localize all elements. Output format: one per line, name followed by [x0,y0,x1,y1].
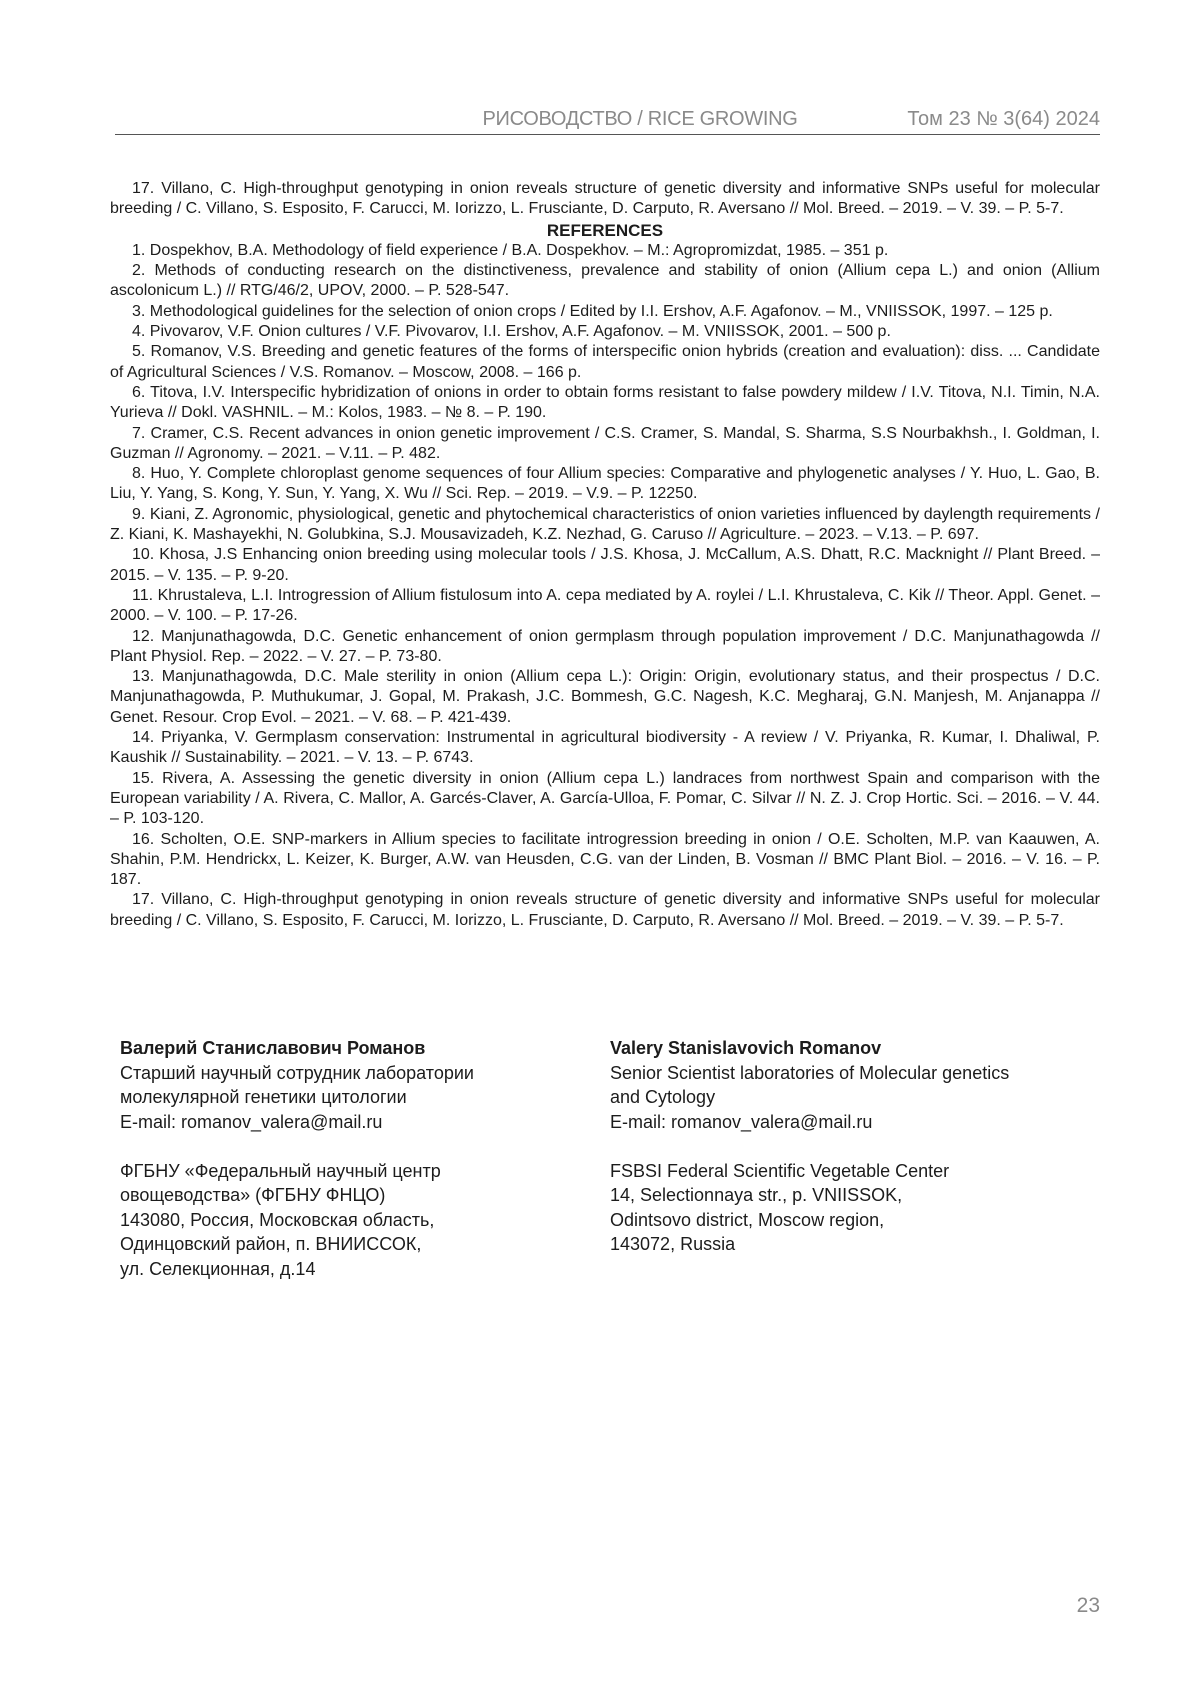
reference-item: 10. Khosa, J.S Enhancing onion breeding using molecular tools / J.S. Khosa, J. McCallum, A.S. Dhatt, R.C. Macknight // Plant Breed. – 2015. – V. 135. – P. 9-20. [110,545,1100,586]
author-name-en: Valery Stanislavovich Romanov [610,1036,1090,1061]
author-address-ru: 143080, Россия, Московская область, [120,1208,590,1233]
reference-item: 9. Kiani, Z. Agronomic, physiological, genetic and phytochemical characteristics of onion varieties influenced by daylength requirements / Z. Kiani, K. Mashayekhi, N. Golubkina, S.J. Mousavizadeh, K.Z. Nezhad, G. Caruso // Agriculture. – 2023. – V.13. – P. 697. [110,505,1100,546]
page-number: 23 [1077,1594,1100,1618]
author-name-ru: Валерий Станиславович Романов [120,1036,590,1061]
main-text [110,179,1100,931]
reference-item: 8. Huo, Y. Complete chloroplast genome sequences of four Allium species: Comparative and phylogenetic analyses / Y. Huo, L. Gao, B. Liu, Y. Yang, S. Kong, Y. Sun, Y. Yang, X. Wu // Sci. Rep. – 2019. – V.9. – P. 12250. [110,464,1100,505]
author-position-ru: молекулярной генетики цитологии [120,1085,590,1110]
reference-item: 17. Villano, C. High-throughput genotyping in onion reveals structure of genetic diversity and informative SNPs useful for molecular breeding / C. Villano, S. Esposito, F. Carucci, M. Iorizzo, L. Frusciante, D. Carputo, R. Aversano // Mol. Breed. – 2019. – V. 39. – P. 5-7. [110,179,1100,220]
reference-item: 15. Rivera, A. Assessing the genetic diversity in onion (Allium cepa L.) landraces from northwest Spain and comparison with the European variability / A. Rivera, C. Mallor, A. Garcés-Claver, A. García-Ulloa, F. Pomar, C. Silvar // N. Z. J. Crop Hortic. Sci. – 2016. – V. 44. – P. 103-120. [110,769,1100,830]
journal-title: РИСОВОДСТВО / RICE GROWING [415,108,865,131]
reference-item: 16. Scholten, O.E. SNP-markers in Allium species to facilitate introgression breeding in onion / O.E. Scholten, M.P. van Kaauwen, A. Shahin, P.M. Hendrickx, L. Keizer, K. Burger, A.W. van Heusden, C.G. van der Linden, B. Vosman // BMC Plant Biol. – 2016. – V. 16. – P. 187. [110,830,1100,891]
author-address-ru: ул. Селекционная, д.14 [120,1257,590,1282]
author-address-en: 143072, Russia [610,1232,1090,1257]
author-position-en: Senior Scientist laboratories of Molecular genetics [610,1061,1090,1086]
author-address-en: 14, Selectionnaya str., p. VNIISSOK, [610,1183,1090,1208]
author-info [120,1036,1100,1266]
reference-item: 1. Dospekhov, B.A. Methodology of field experience / B.A. Dospekhov. – M.: Agropromizdat, 1985. – 351 p. [110,241,1100,261]
references-heading: REFERENCES [110,221,1100,241]
author-address-ru: Одинцовский район, п. ВНИИССОК, [120,1232,590,1257]
author-org-ru: ФГБНУ «Федеральный научный центр [120,1159,590,1184]
author-org-ru: овощеводства» (ФГБНУ ФНЦО) [120,1183,590,1208]
reference-item: 13. Manjunathagowda, D.C. Male sterility in onion (Allium cepa L.): Origin: Origin, evolutionary status, and their prospectus / D.C. Manjunathagowda, P. Muthukumar, J. Gopal, M. Prakash, J.C. Bommesh, G.C. Nagesh, K.C. Megharaj, G.N. Manjesh, M. Anjanappa // Genet. Resour. Crop Evol. – 2021. – V. 68. – P. 421-439. [110,667,1100,728]
reference-item: 12. Manjunathagowda, D.C. Genetic enhancement of onion germplasm through population improvement / D.C. Manjunathagowda // Plant Physiol. Rep. – 2022. – V. 27. – P. 73-80. [110,627,1100,668]
reference-item: 7. Cramer, C.S. Recent advances in onion genetic improvement / C.S. Cramer, S. Mandal, S. Sharma, S.S Nourbakhsh., I. Goldman, I. Guzman // Agronomy. – 2021. – V.11. – P. 482. [110,424,1100,465]
author-info-en [610,1036,1090,1257]
reference-item: 17. Villano, C. High-throughput genotyping in onion reveals structure of genetic diversity and informative SNPs useful for molecular breeding / C. Villano, S. Esposito, F. Carucci, M. Iorizzo, L. Frusciante, D. Carputo, R. Aversano // Mol. Breed. – 2019. – V. 39. – P. 5-7. [110,890,1100,931]
author-org-en: FSBSI Federal Scientific Vegetable Center [610,1159,1090,1184]
author-email-ru: E-mail: romanov_valera@mail.ru [120,1110,590,1135]
reference-item: 2. Methods of conducting research on the distinctiveness, prevalence and stability of onion (Allium cepa L.) and onion (Allium ascolonicum L.) // RTG/46/2, UPOV, 2000. – P. 528-547. [110,261,1100,302]
reference-item: 4. Pivovarov, V.F. Onion cultures / V.F. Pivovarov, I.I. Ershov, A.F. Agafonov. – M. VNIISSOK, 2001. – 500 p. [110,322,1100,342]
running-header [115,104,1100,135]
author-address-en: Odintsovo district, Moscow region, [610,1208,1090,1233]
author-email-en: E-mail: romanov_valera@mail.ru [610,1110,1090,1135]
author-position-en: and Cytology [610,1085,1090,1110]
reference-item: 3. Methodological guidelines for the selection of onion crops / Edited by I.I. Ershov, A.F. Agafonov. – M., VNIISSOK, 1997. – 125 p. [110,302,1100,322]
reference-item: 5. Romanov, V.S. Breeding and genetic features of the forms of interspecific onion hybrids (creation and evaluation): diss. ... Candidate of Agricultural Sciences / V.S. Romanov. – Moscow, 2008. – 166 p. [110,342,1100,383]
reference-item: 14. Priyanka, V. Germplasm conservation: Instrumental in agricultural biodiversity - A review / V. Priyanka, R. Kumar, I. Dhaliwal, P. Kaushik // Sustainability. – 2021. – V. 13. – P. 6743. [110,728,1100,769]
reference-item: 6. Titova, I.V. Interspecific hybridization of onions in order to obtain forms resistant to false powdery mildew / I.V. Titova, N.I. Timin, N.A. Yurieva // Dokl. VASHNIL. – M.: Kolos, 1983. – № 8. – P. 190. [110,383,1100,424]
author-position-ru: Старший научный сотрудник лаборатории [120,1061,590,1086]
issue-info: Том 23 № 3(64) 2024 [907,108,1100,131]
author-info-ru [120,1036,590,1281]
reference-item: 11. Khrustaleva, L.I. Introgression of Allium fistulosum into A. cepa mediated by A. roylei / L.I. Khrustaleva, C. Kik // Theor. Appl. Genet. – 2000. – V. 100. – P. 17-26. [110,586,1100,627]
